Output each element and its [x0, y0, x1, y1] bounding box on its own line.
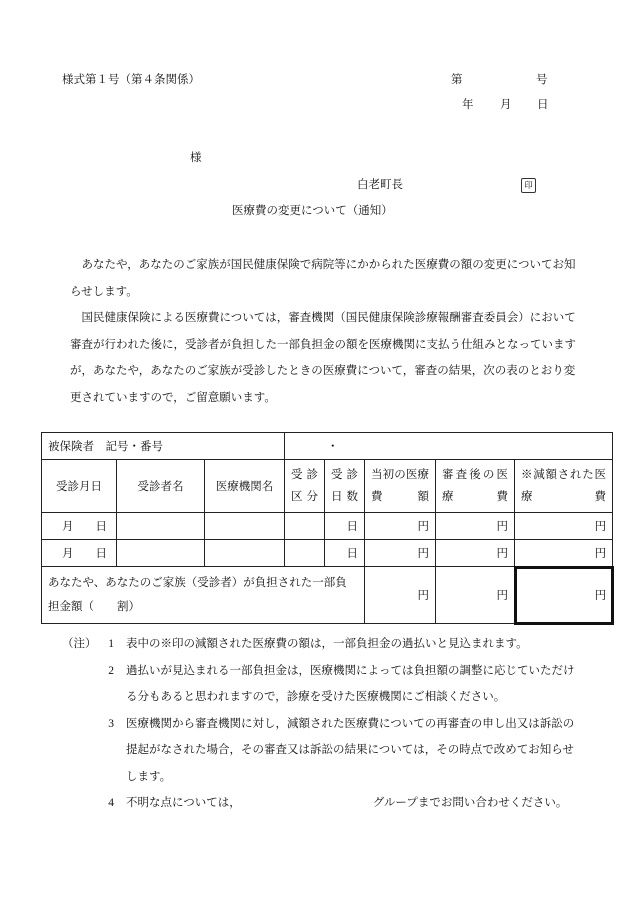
body-paragraph-2: 国民健康保険による医療費については，審査機関（国民健康保険診療報酬審査委員会）において審査が行われた後に，受診者が負担した一部負担金の額を医療機関に支払う仕組みとなっていますが，あなたや，あなたのご家族が受診したときの医療費について，審査の結果，次の表のとおり変更されていますので，ご留意願います。	[70, 312, 576, 404]
table-row	[42, 513, 613, 540]
recipient-suffix: 様	[190, 152, 202, 164]
initial-cost-cell[interactable]: 円	[365, 513, 436, 540]
burden-initial-cell[interactable]: 円	[365, 567, 436, 624]
header-category: 受診区分	[285, 460, 325, 513]
header-visit-date: 受診月日	[42, 460, 117, 513]
reduced-cost-cell[interactable]: 円	[515, 540, 613, 567]
reduced-cost-cell[interactable]: 円	[515, 513, 613, 540]
table-row	[42, 540, 613, 567]
category-cell[interactable]	[285, 513, 325, 540]
days-cell[interactable]: 日	[325, 540, 365, 567]
date-year: 年	[462, 99, 474, 111]
medical-cost-table	[41, 432, 613, 624]
insured-label-cell: 被保険者 記号・番号	[42, 433, 285, 460]
note-item: 3 医療機関から審査機関に対し，減額された医療費についての再審査の申し出又は訴訟の提起がなされた場合，その審査又は訴訟の結果については，その時点で改めてお知らせします。	[108, 717, 575, 783]
patient-name-cell[interactable]	[117, 540, 205, 567]
number-label: 第	[451, 74, 463, 86]
burden-reduced-cell[interactable]: 円	[515, 567, 613, 624]
patient-name-cell[interactable]	[117, 513, 205, 540]
institution-cell[interactable]	[205, 513, 285, 540]
seal-mark: 印	[521, 178, 536, 193]
note-item: （注） 1 表中の※印の減額された医療費の額は，一部負担金の過払いと見込まれます。	[62, 638, 528, 650]
institution-cell[interactable]	[205, 540, 285, 567]
note-item: 4 不明な点については， グループまでお問い合わせください。	[108, 797, 568, 809]
burden-label-cell: あなたや、あなたのご家族（受診者）が負担された一部負 担金額（ 割）	[42, 567, 365, 624]
header-initial-cost: 当初の医療費額	[365, 460, 436, 513]
reviewed-cost-cell[interactable]: 円	[436, 513, 515, 540]
category-cell[interactable]	[285, 540, 325, 567]
date-month: 月	[500, 99, 512, 111]
body-text	[70, 252, 580, 411]
visit-date-cell[interactable]: 月 日	[42, 540, 117, 567]
visit-date-cell[interactable]: 月 日	[42, 513, 117, 540]
insured-value-cell[interactable]: ・	[285, 433, 613, 460]
date-day: 日	[537, 99, 549, 111]
header-reduced-cost: ※減額された医療費	[515, 460, 613, 513]
body-paragraph-1: あなたや，あなたのご家族が国民健康保険で病院等にかかられた医療費の額の変更についてお知らせします。	[70, 259, 576, 298]
document-title: 医療費の変更について（通知）	[232, 205, 393, 217]
form-number: 様式第１号（第４条関係）	[62, 74, 200, 86]
burden-reviewed-cell[interactable]: 円	[436, 567, 515, 624]
header-patient-name: 受診者名	[117, 460, 205, 513]
initial-cost-cell[interactable]: 円	[365, 540, 436, 567]
note-item: 2 過払いが見込まれる一部負担金は，医療機関によっては負担額の調整に応じていただける分もあると思われますので，診療を受けた医療機関にご相談ください。	[108, 664, 575, 703]
sender-name: 白老町長	[357, 179, 403, 191]
header-days: 受診日数	[325, 460, 365, 513]
notes-section	[62, 631, 582, 817]
header-institution: 医療機関名	[205, 460, 285, 513]
reviewed-cost-cell[interactable]: 円	[436, 540, 515, 567]
days-cell[interactable]: 日	[325, 513, 365, 540]
number-suffix: 号	[536, 74, 548, 86]
header-reviewed-cost: 審査後の医療費	[436, 460, 515, 513]
